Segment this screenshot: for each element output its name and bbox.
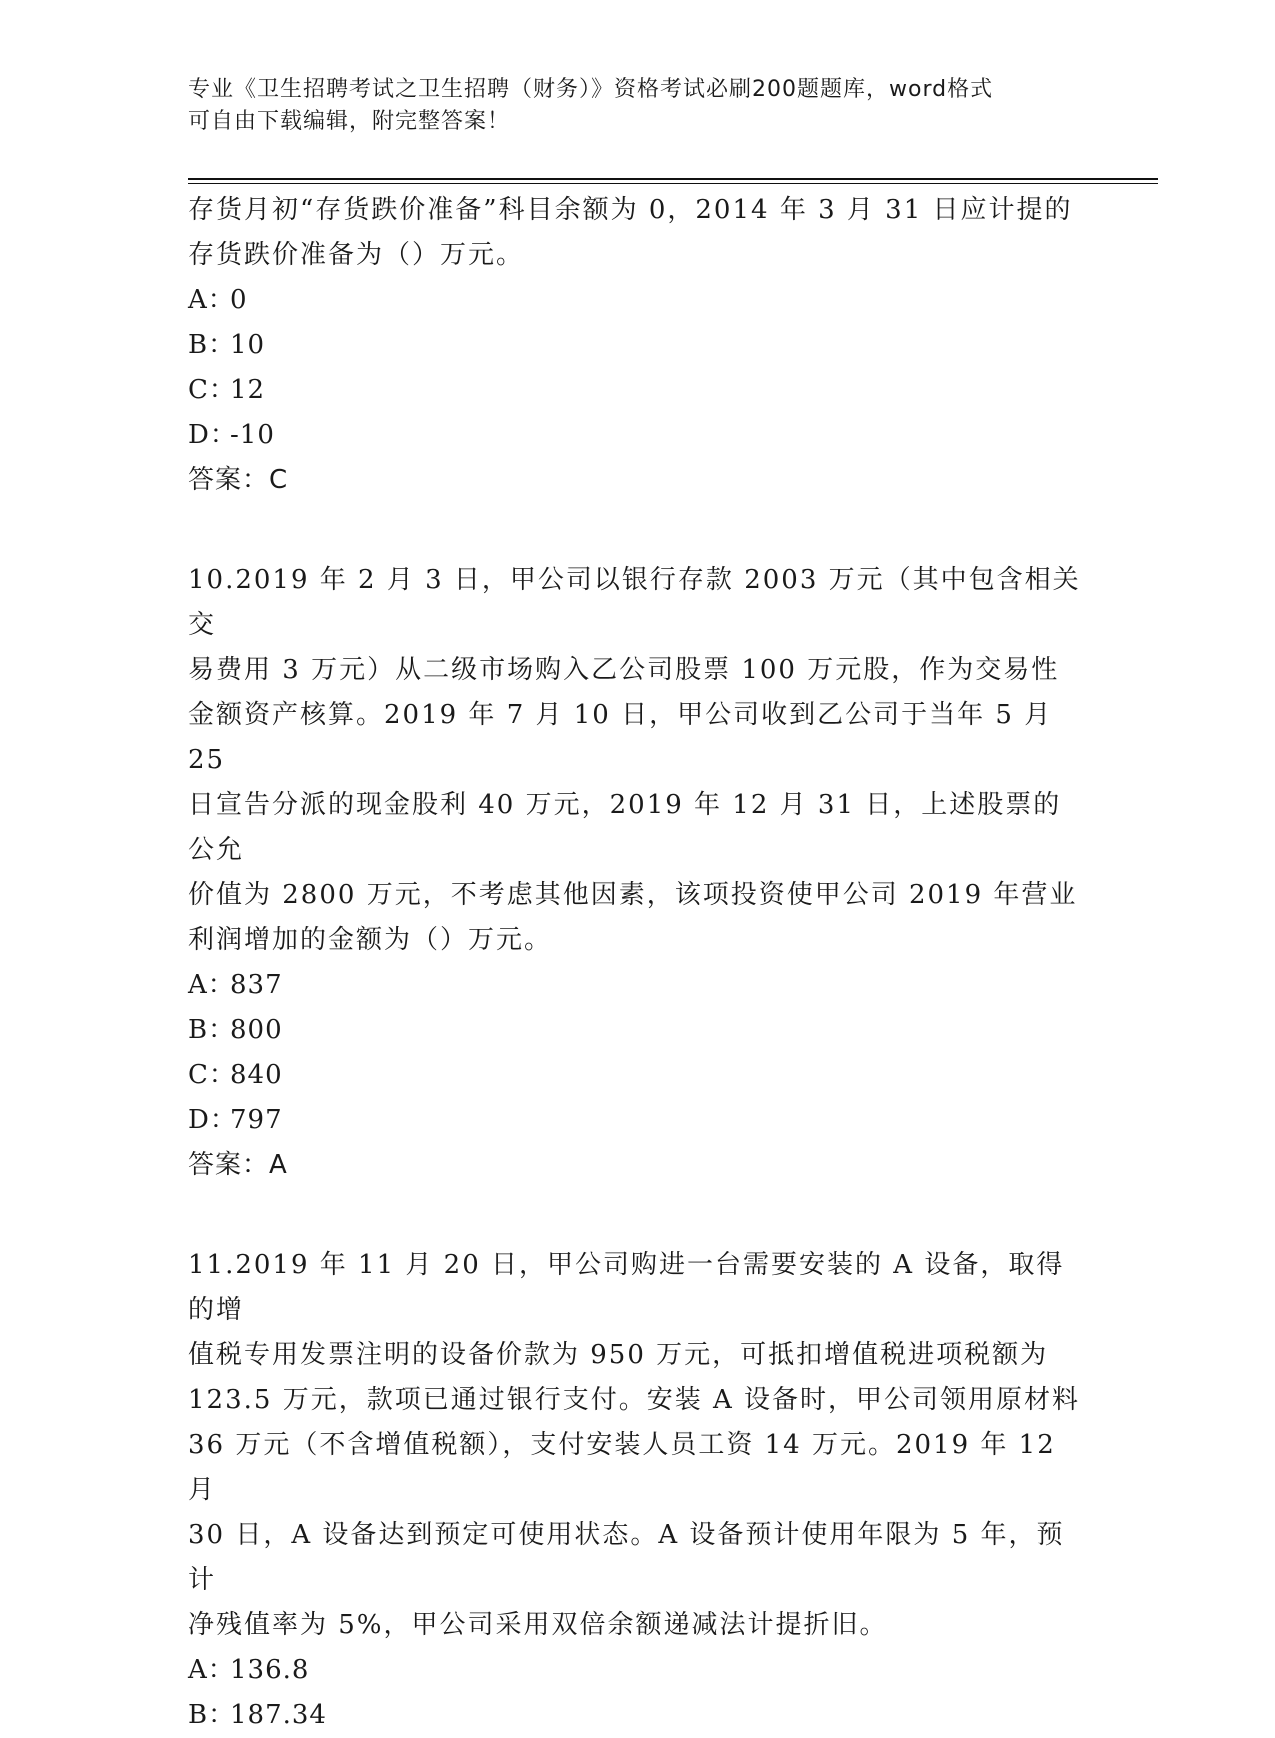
option-b <box>188 1008 1088 1053</box>
option-label: D： <box>188 1105 237 1135</box>
question-line: 10.2019 年 2 月 3 日，甲公司以银行存款 2003 万元（其中包含相关交 <box>188 565 1081 640</box>
question-line: 净残值率为 5%，甲公司采用双倍余额递减法计提折旧。 <box>188 1610 888 1640</box>
option-label: C： <box>188 1060 236 1090</box>
header-line-2: 可自由下载编辑，附完整答案！ <box>188 109 511 134</box>
option-b <box>188 323 1088 368</box>
option-value: 136.8 <box>230 1655 310 1685</box>
header-line-1: 专业《卫生招聘考试之卫生招聘（财务）》资格考试必刷200题题库，word格式 <box>188 77 994 102</box>
option-label: A： <box>188 970 235 1000</box>
option-label: B： <box>188 330 236 360</box>
option-a <box>188 278 1088 323</box>
option-value: 800 <box>230 1015 283 1045</box>
document-header <box>188 74 1068 138</box>
option-value: -10 <box>230 420 275 450</box>
option-label: A： <box>188 285 235 315</box>
question-line: 值税专用发票注明的设备价款为 950 万元，可抵扣增值税进项税额为 <box>188 1340 1049 1370</box>
option-c <box>188 368 1088 413</box>
question-line: 利润增加的金额为（）万元。 <box>188 925 553 955</box>
option-value: 840 <box>230 1060 283 1090</box>
option-a <box>188 963 1088 1008</box>
header-divider <box>188 178 1158 180</box>
question-line: 金额资产核算。2019 年 7 月 10 日，甲公司收到乙公司于当年 5 月 25 <box>188 700 1053 775</box>
option-label: C： <box>188 375 236 405</box>
question-line: 易费用 3 万元）从二级市场购入乙公司股票 100 万元股，作为交易性 <box>188 655 1060 685</box>
question-list <box>188 188 1088 1738</box>
question-item <box>188 1243 1088 1738</box>
option-value: 12 <box>230 375 266 405</box>
spacer <box>188 1188 1088 1243</box>
option-d <box>188 1098 1088 1143</box>
header-divider-thin <box>188 183 1158 184</box>
option-b <box>188 1693 1088 1738</box>
option-value: 797 <box>230 1105 283 1135</box>
option-d <box>188 413 1088 458</box>
question-line: 存货跌价准备为（）万元。 <box>188 240 525 270</box>
question-line: 123.5 万元，款项已通过银行支付。安装 A 设备时，甲公司领用原材料 <box>188 1385 1081 1415</box>
option-a <box>188 1648 1088 1693</box>
question-line: 11.2019 年 11 月 20 日，甲公司购进一台需要安装的 A 设备，取得的增 <box>188 1250 1065 1325</box>
option-label: B： <box>188 1015 236 1045</box>
question-line: 30 日，A 设备达到预定可使用状态。A 设备预计使用年限为 5 年，预计 <box>188 1520 1065 1595</box>
answer-line: 答案：A <box>188 1150 288 1180</box>
option-value: 10 <box>230 330 266 360</box>
question-line: 日宣告分派的现金股利 40 万元，2019 年 12 月 31 日，上述股票的公允 <box>188 790 1062 865</box>
option-value: 837 <box>230 970 283 1000</box>
question-item <box>188 188 1088 503</box>
option-label: D： <box>188 420 237 450</box>
option-label: B： <box>188 1700 236 1730</box>
answer-line: 答案：C <box>188 465 289 495</box>
option-c <box>188 1053 1088 1098</box>
option-value: 0 <box>230 285 248 315</box>
option-value: 187.34 <box>230 1700 327 1730</box>
option-label: A： <box>188 1655 235 1685</box>
question-line: 价值为 2800 万元，不考虑其他因素，该项投资使甲公司 2019 年营业 <box>188 880 1078 910</box>
question-item <box>188 558 1088 1188</box>
spacer <box>188 503 1088 558</box>
question-line: 36 万元（不含增值税额），支付安装人员工资 14 万元。2019 年 12 月 <box>188 1430 1056 1505</box>
question-line: 存货月初“存货跌价准备”科目余额为 0，2014 年 3 月 31 日应计提的 <box>188 195 1073 225</box>
